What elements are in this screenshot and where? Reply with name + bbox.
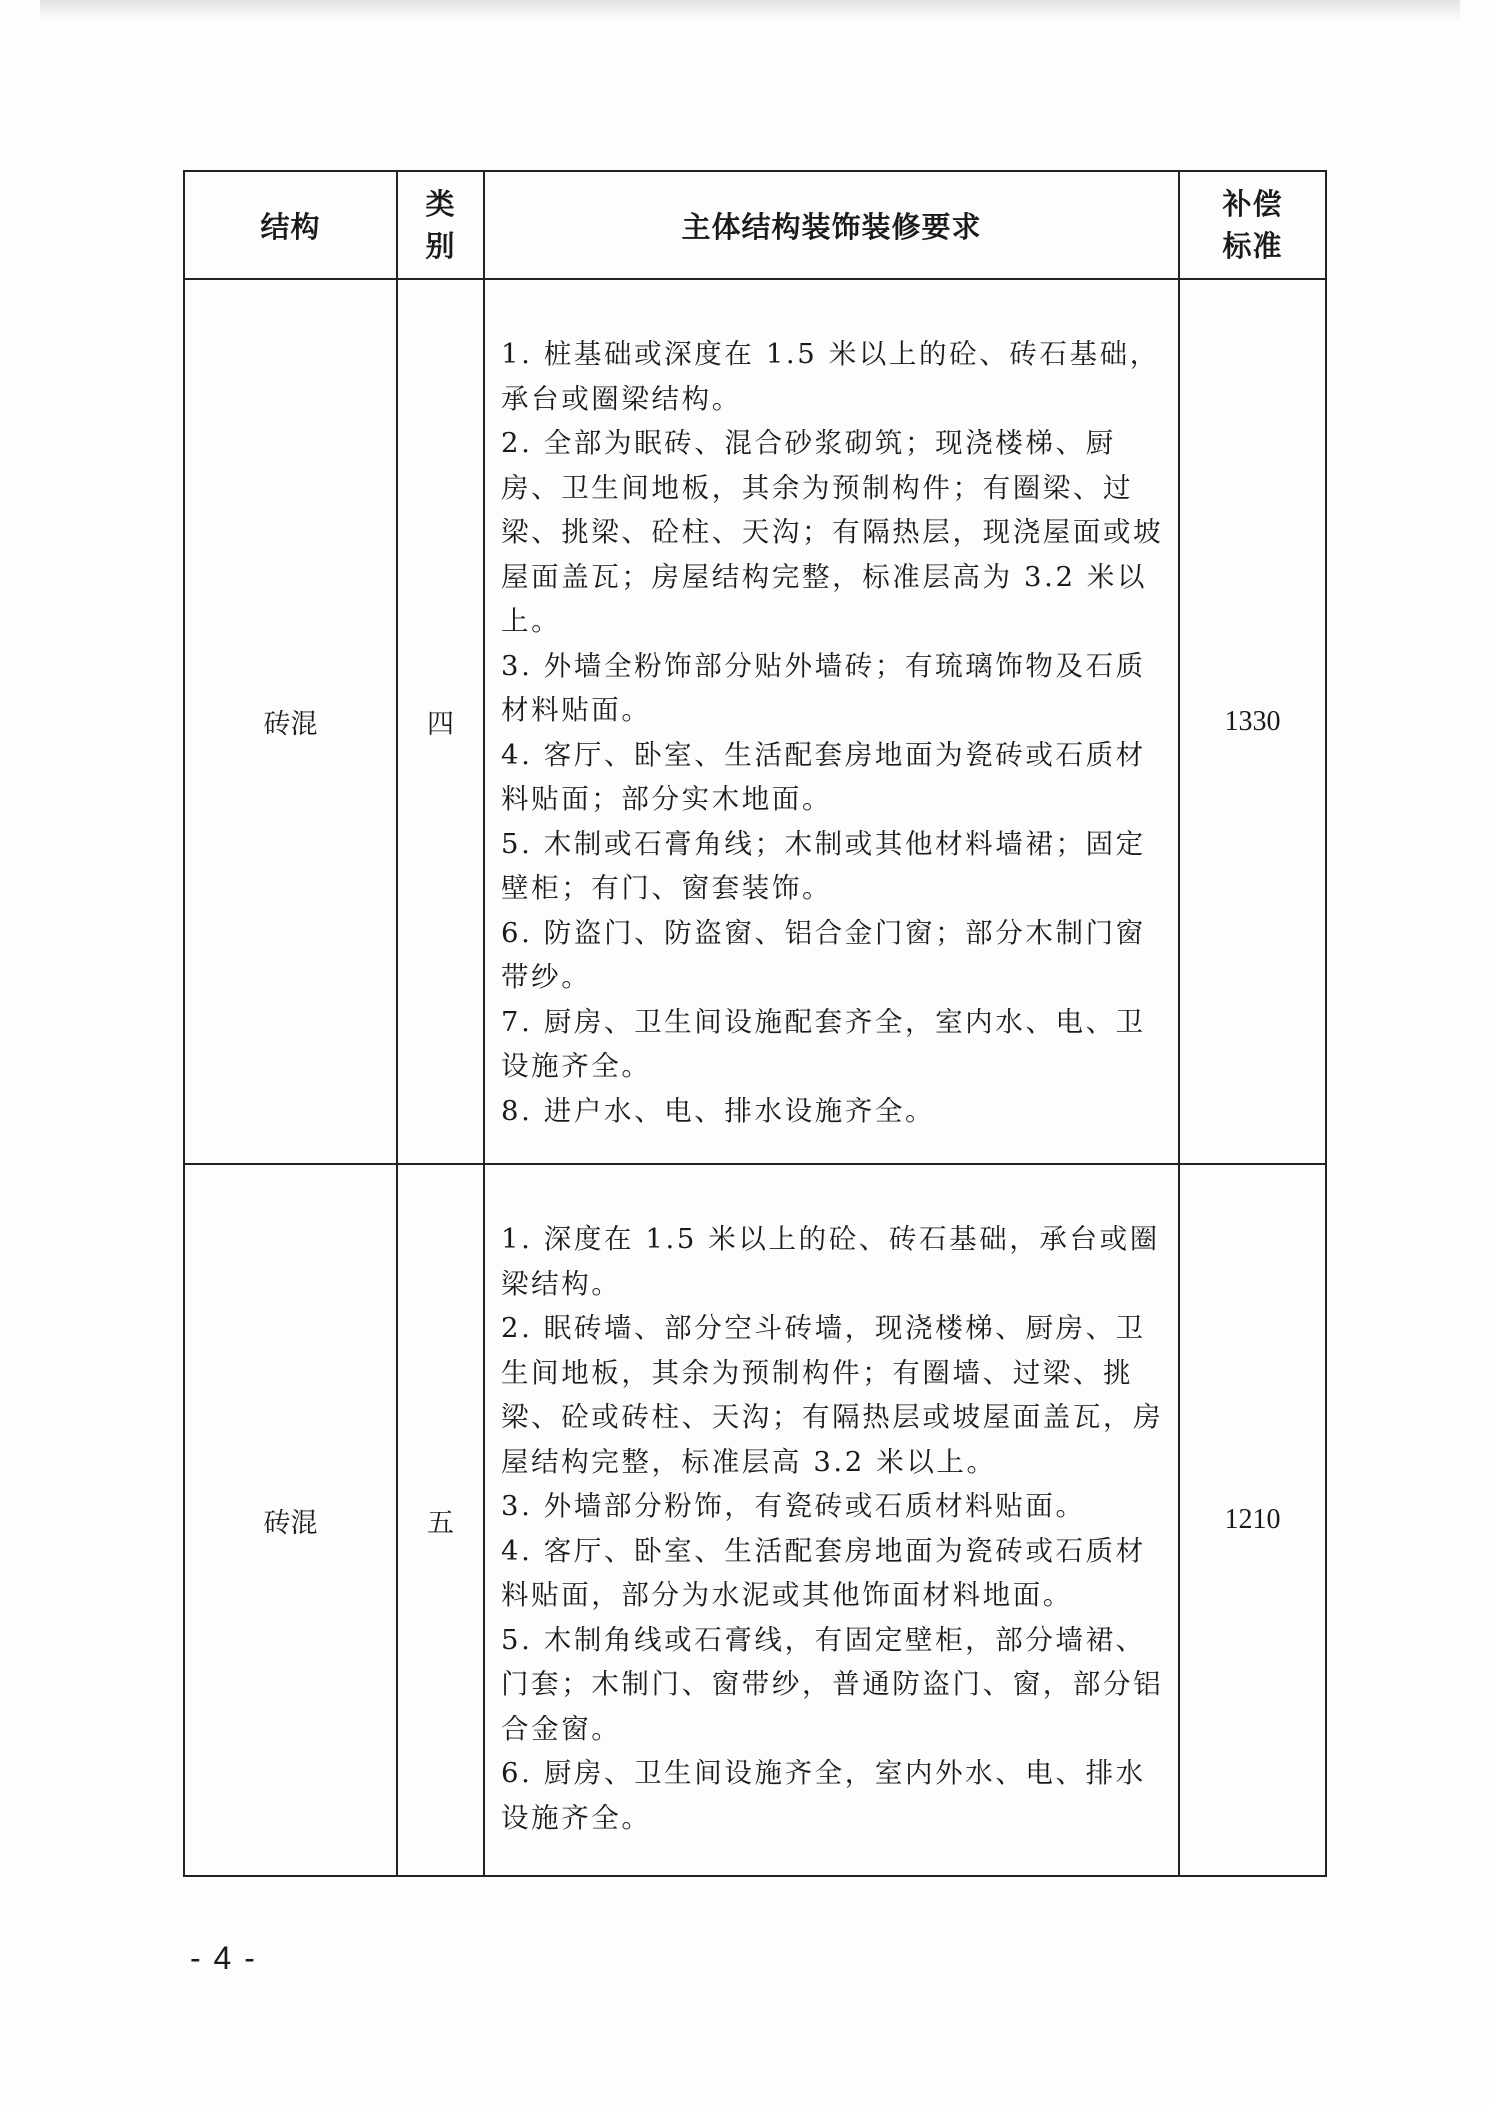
- requirements-cell: [484, 1164, 1179, 1876]
- requirement-item: 2. 全部为眠砖、混合砂浆砌筑；现浇楼梯、厨房、卫生间地板，其余为预制构件；有圈梁、过梁、挑梁、砼柱、天沟；有隔热层，现浇屋面或坡屋面盖瓦；房屋结构完整，标准层高为 3.2 米以上。: [501, 427, 1164, 637]
- requirement-item: 3. 外墙全粉饰部分贴外墙砖；有琉璃饰物及石质材料贴面。: [501, 649, 1146, 726]
- header-category-line1: 类: [425, 187, 456, 221]
- requirement-item: 8. 进户水、电、排水设施齐全。: [501, 1094, 936, 1127]
- requirement-item: 5. 木制角线或石膏线，有固定壁柜，部分墙裙、门套；木制门、窗带纱，普通防盗门、窗，部分铝合金窗。: [501, 1623, 1164, 1745]
- header-requirements: 主体结构装饰装修要求: [484, 171, 1179, 279]
- header-standard-line2: 标准: [1222, 229, 1283, 263]
- structure-cell: 砖混: [184, 1164, 397, 1876]
- header-standard-line1: 补偿: [1222, 187, 1283, 221]
- requirement-item: 1. 桩基础或深度在 1.5 米以上的砼、砖石基础，承台或圈梁结构。: [501, 338, 1160, 415]
- requirement-item: 4. 客厅、卧室、生活配套房地面为瓷砖或石质材料贴面，部分为水泥或其他饰面材料地面。: [501, 1534, 1146, 1611]
- category-cell: 五: [397, 1164, 484, 1876]
- page-number: - 4 -: [190, 1940, 257, 1976]
- table-header-row: [184, 171, 1326, 279]
- requirement-item: 6. 厨房、卫生间设施齐全，室内外水、电、排水设施齐全。: [501, 1757, 1146, 1834]
- requirement-item: 5. 木制或石膏角线；木制或其他材料墙裙；固定壁柜；有门、窗套装饰。: [501, 827, 1146, 904]
- table-row: [184, 279, 1326, 1164]
- requirement-item: 2. 眠砖墙、部分空斗砖墙，现浇楼梯、厨房、卫生间地板，其余为预制构件；有圈墙、过梁、挑梁、砼或砖柱、天沟；有隔热层或坡屋面盖瓦，房屋结构完整，标准层高 3.2 米以上。: [501, 1312, 1164, 1478]
- compensation-standards-table: [183, 170, 1327, 1877]
- standard-cell: 1210: [1179, 1164, 1326, 1876]
- scan-edge-shadow: [40, 0, 1460, 22]
- structure-cell: 砖混: [184, 279, 397, 1164]
- requirement-item: 4. 客厅、卧室、生活配套房地面为瓷砖或石质材料贴面；部分实木地面。: [501, 738, 1146, 815]
- requirement-item: 6. 防盗门、防盗窗、铝合金门窗；部分木制门窗带纱。: [501, 916, 1146, 993]
- requirement-item: 1. 深度在 1.5 米以上的砼、砖石基础，承台或圈梁结构。: [501, 1223, 1160, 1300]
- header-structure: 结构: [184, 171, 397, 279]
- header-category-line2: 别: [425, 229, 456, 263]
- standard-cell: 1330: [1179, 279, 1326, 1164]
- requirement-item: 3. 外墙部分粉饰，有瓷砖或石质材料贴面。: [501, 1490, 1086, 1522]
- table-row: [184, 1164, 1326, 1876]
- header-standard: [1179, 171, 1326, 279]
- header-category: [397, 171, 484, 279]
- requirement-item: 7. 厨房、卫生间设施配套齐全，室内水、电、卫设施齐全。: [501, 1005, 1146, 1082]
- category-cell: 四: [397, 279, 484, 1164]
- requirements-cell: [484, 279, 1179, 1164]
